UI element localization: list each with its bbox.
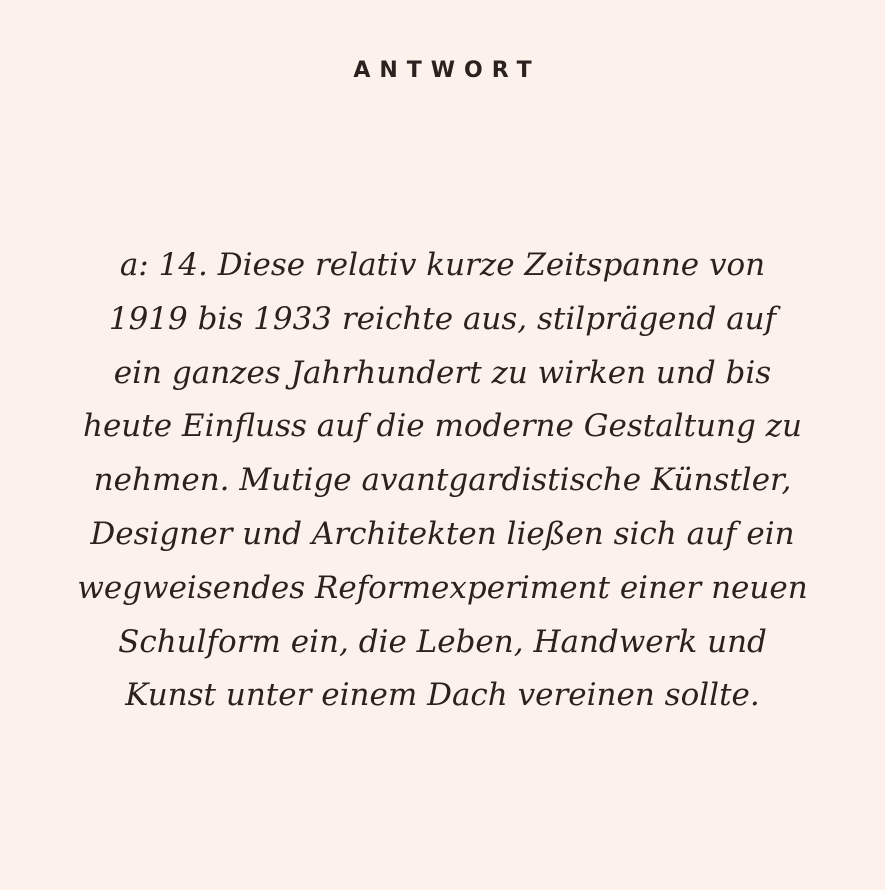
answer-line: heute Einfluss auf die moderne Gestaltung zu [83,408,802,445]
answer-line: 1919 bis 1933 reichte aus, stilprägend auf [108,300,777,337]
answer-line: a: 14. Diese relativ kurze Zeitspanne von [119,247,766,283]
answer-text [40,239,845,723]
answer-line: ein ganzes Jahrhundert zu wirken und bis [113,354,772,391]
answer-line: Kunst unter einem Dach vereinen sollte. [125,677,760,714]
answer-line: Designer und Architekten ließen sich auf ein [90,515,795,552]
answer-line: nehmen. Mutige avantgardistische Künstler, [93,462,792,499]
answer-line: wegweisendes Reformexperiment einer neuen [77,569,808,606]
answer-line: Schulform ein, die Leben, Handwerk und [118,623,767,660]
card-heading: ANTWORT [353,58,541,83]
